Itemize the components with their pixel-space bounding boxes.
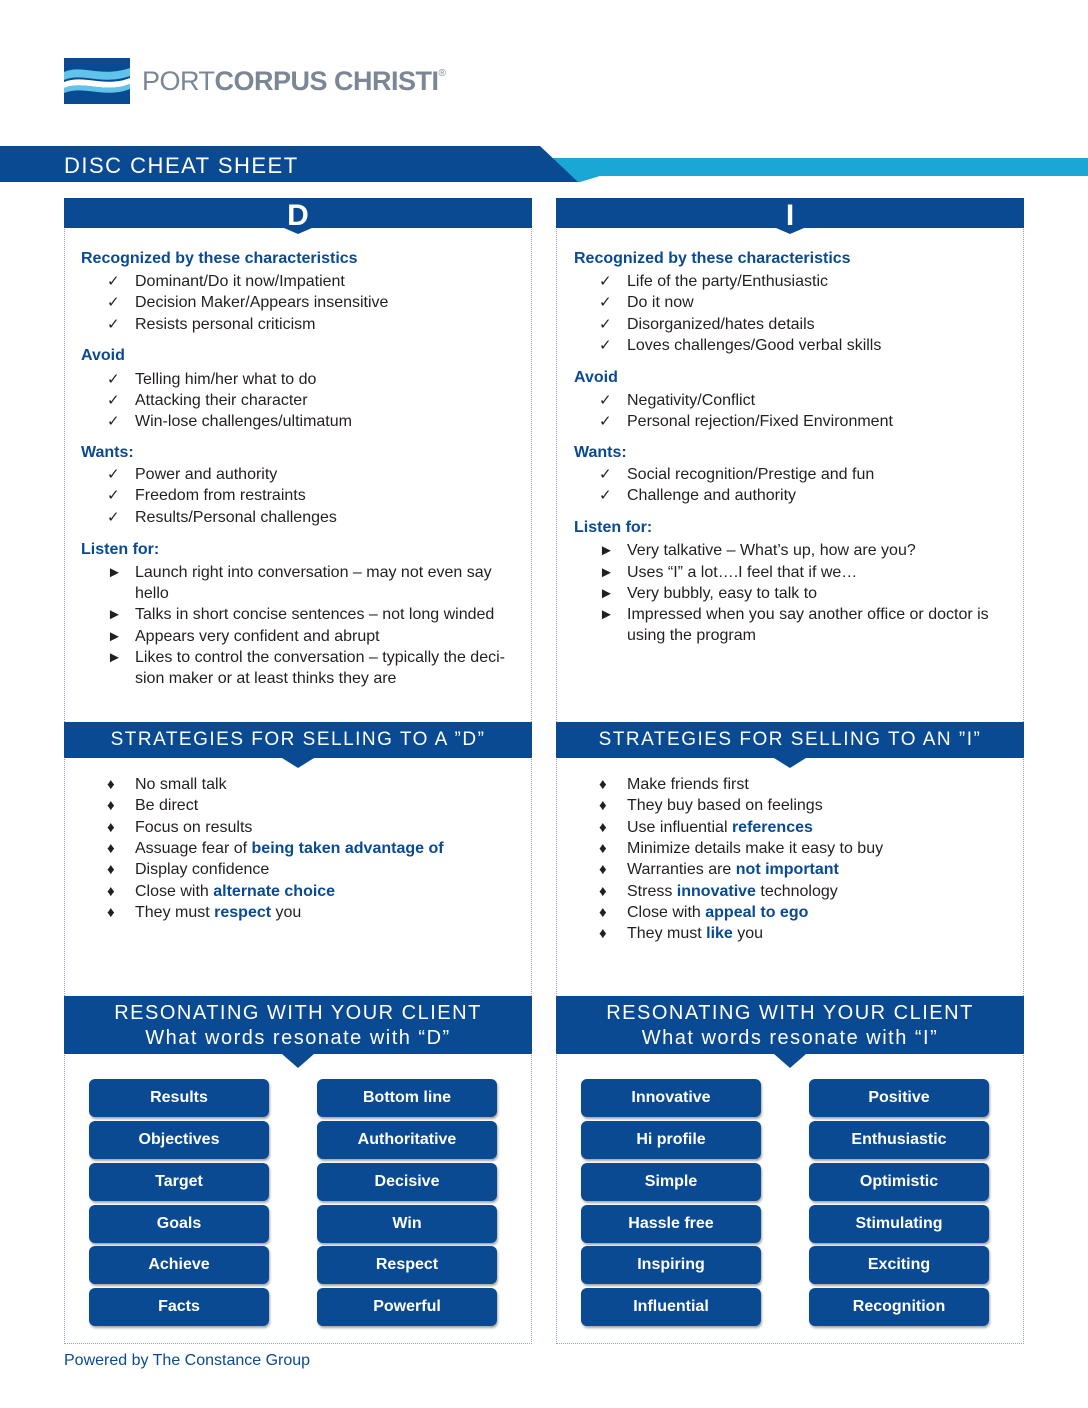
diamond-icon: ♦ — [107, 883, 115, 900]
i-column: I Recognized by these characteristics ✓ Life of the party/Enthusiastic ✓ Do it now ✓ Disorganized/hates details ✓ Loves challenges/Good verbal skills Avoid ✓ Negativity/Conflict ✓ Personal rejection/Fixed Environment Wants: ✓ Social recognition/Prestige and fun ✓ Challenge and authority Listen for: ► Very talkative – What’s up, how are you? ► Uses “I” a lot….I feel that if we… ► Very bubbly, easy to talk to ► Impressed when you say another office or doctor is using the program STRATEGIES FOR SELLING TO AN ”I” ♦ Make friends first ♦ They buy based on feelings ♦ Use influential references ♦ Minimize details make it easy to buy ♦ Warranties are not important ♦ Stress innovative technology ♦ Close with appeal to ego ♦ They must like you RESONATING WITH YOUR CLIENT What words resonate with “I” Innovative Hi profile Simple Hassle free Inspiring Influential Positive Enthusiastic Optimistic Stimulating Exciting Recognition — [556, 198, 1024, 1344]
word-tag: Decisive — [317, 1163, 497, 1201]
arrow-right-icon: ► — [107, 649, 122, 666]
diamond-icon: ♦ — [599, 883, 607, 900]
page-title: DISC CHEAT SHEET — [64, 153, 299, 178]
arrow-right-icon: ► — [599, 564, 614, 581]
check-icon: ✓ — [107, 294, 120, 311]
d-strategies-title: STRATEGIES FOR SELLING TO A ”D” — [110, 729, 486, 750]
diamond-icon: ♦ — [107, 819, 115, 836]
check-icon: ✓ — [107, 371, 120, 388]
check-icon: ✓ — [599, 273, 612, 290]
i-resonating-header — [556, 996, 1024, 1068]
diamond-icon: ♦ — [599, 904, 607, 921]
word-tag: Recognition — [809, 1288, 989, 1326]
arrow-right-icon: ► — [599, 585, 614, 602]
d-header — [64, 198, 532, 234]
d-resonating-title: RESONATING WITH YOUR CLIENT — [114, 1002, 482, 1024]
logo-port: PORT — [142, 66, 215, 96]
word-tag: Enthusiastic — [809, 1121, 989, 1159]
check-icon: ✓ — [599, 337, 612, 354]
i-strategies-header — [556, 722, 1024, 768]
i-listen-title: Listen for: — [574, 519, 653, 536]
check-icon: ✓ — [107, 413, 120, 430]
check-icon: ✓ — [599, 487, 612, 504]
word-tag: Influential — [581, 1288, 761, 1326]
check-icon: ✓ — [107, 316, 120, 333]
i-header — [556, 198, 1024, 234]
diamond-icon: ♦ — [107, 904, 115, 921]
arrow-right-icon: ► — [107, 628, 122, 645]
word-tag: Achieve — [89, 1246, 269, 1284]
word-tag: Facts — [89, 1288, 269, 1326]
company-logo — [64, 58, 444, 106]
wave-logo-icon — [64, 58, 130, 104]
diamond-icon: ♦ — [599, 861, 607, 878]
diamond-icon: ♦ — [599, 819, 607, 836]
diamond-icon: ♦ — [599, 925, 607, 942]
check-icon: ✓ — [107, 487, 120, 504]
arrow-right-icon: ► — [107, 606, 122, 623]
diamond-icon: ♦ — [599, 776, 607, 793]
diamond-icon: ♦ — [107, 861, 115, 878]
word-tag: Hassle free — [581, 1205, 761, 1243]
arrow-right-icon: ► — [599, 542, 614, 559]
check-icon: ✓ — [599, 316, 612, 333]
i-recognized-title: Recognized by these characteristics — [574, 250, 851, 267]
word-tag: Results — [89, 1079, 269, 1117]
d-letter: D — [287, 199, 309, 232]
i-wants-title: Wants: — [574, 444, 627, 461]
logo-wordmark — [142, 66, 445, 97]
diamond-icon: ♦ — [107, 776, 115, 793]
diamond-icon: ♦ — [107, 840, 115, 857]
diamond-icon: ♦ — [107, 797, 115, 814]
i-resonating-title: RESONATING WITH YOUR CLIENT — [606, 1002, 974, 1024]
d-listen-title: Listen for: — [81, 541, 160, 558]
d-avoid-title: Avoid — [81, 347, 125, 364]
i-avoid-title: Avoid — [574, 369, 618, 386]
arrow-right-icon: ► — [599, 606, 614, 623]
word-tag: Simple — [581, 1163, 761, 1201]
diamond-icon: ♦ — [599, 840, 607, 857]
check-icon: ✓ — [107, 392, 120, 409]
i-strategies-title: STRATEGIES FOR SELLING TO AN ”I” — [598, 729, 982, 750]
check-icon: ✓ — [599, 294, 612, 311]
word-tag: Inspiring — [581, 1246, 761, 1284]
word-tag: Positive — [809, 1079, 989, 1117]
check-icon: ✓ — [107, 509, 120, 526]
word-tag: Stimulating — [809, 1205, 989, 1243]
word-tag: Hi profile — [581, 1121, 761, 1159]
d-resonating-subtitle: What words resonate with “D” — [145, 1027, 451, 1049]
word-tag: Win — [317, 1205, 497, 1243]
footer-credit: Powered by The Constance Group — [64, 1352, 311, 1369]
i-letter: I — [785, 199, 795, 232]
word-tag: Innovative — [581, 1079, 761, 1117]
word-tag: Respect — [317, 1246, 497, 1284]
check-icon: ✓ — [599, 392, 612, 409]
word-tag: Authoritative — [317, 1121, 497, 1159]
check-icon: ✓ — [599, 413, 612, 430]
d-recognized-title: Recognized by these characteristics — [81, 250, 358, 267]
logo-corpus-christi: CORPUS CHRISTI — [214, 66, 439, 96]
word-tag: Bottom line — [317, 1079, 497, 1117]
logo-registered: ® — [438, 68, 446, 79]
check-icon: ✓ — [107, 273, 120, 290]
diamond-icon: ♦ — [599, 797, 607, 814]
word-tag: Target — [89, 1163, 269, 1201]
d-resonating-header — [64, 996, 532, 1068]
word-tag: Exciting — [809, 1246, 989, 1284]
i-resonating-subtitle: What words resonate with “I” — [641, 1027, 939, 1049]
word-tag: Powerful — [317, 1288, 497, 1326]
check-icon: ✓ — [599, 466, 612, 483]
word-tag: Goals — [89, 1205, 269, 1243]
word-tag: Objectives — [89, 1121, 269, 1159]
d-strategies-header — [64, 722, 532, 768]
d-wants-title: Wants: — [81, 444, 134, 461]
d-column: D Recognized by these characteristics ✓ Dominant/Do it now/Impatient ✓ Decision Maker/Appears insensitive ✓ Resists personal criticism Avoid ✓ Telling him/her what to do ✓ Attacking their character ✓ Win-lose challenges/ultimatum Wants: ✓ Power and authority ✓ Freedom from restraints ✓ Results/Personal challenges Listen for: ► Launch right into conversation – may not even say hello ► Talks in short concise sentences – not long winded ► Appears very confident and abrupt ► Likes to control the conversation – typically the deci-sion maker or at least thinks they are STRATEGIES FOR SELLING TO A ”D” ♦ No small talk ♦ Be direct ♦ Focus on results ♦ Assuage fear of being taken advantage of ♦ Display confidence ♦ Close with alternate choice ♦ They must respect you RESONATING WITH YOUR CLIENT What words resonate with “D” Results Objectives Target Goals Achieve Facts Bottom line Authoritative Decisive Win Respect Powerful — [64, 198, 532, 1344]
check-icon: ✓ — [107, 466, 120, 483]
word-tag: Optimistic — [809, 1163, 989, 1201]
arrow-right-icon: ► — [107, 564, 122, 581]
